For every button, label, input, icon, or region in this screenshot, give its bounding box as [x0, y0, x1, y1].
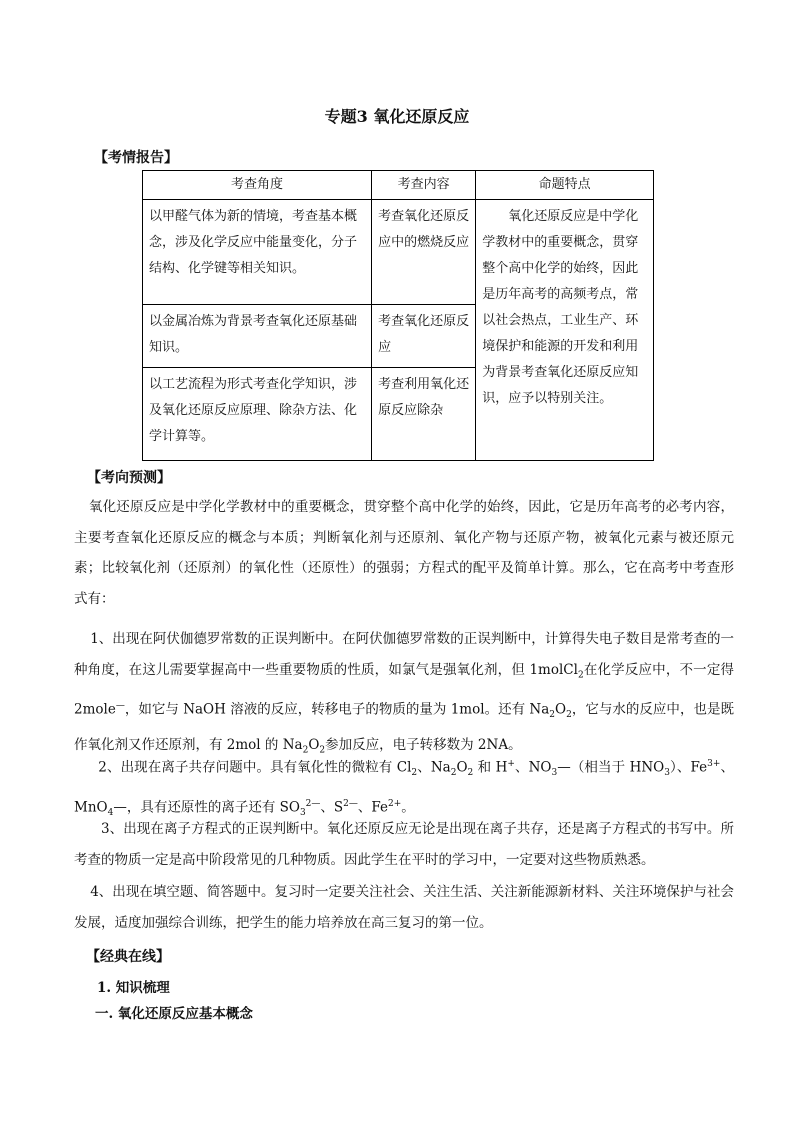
knowledge-subheading: 1. 知识梳理: [97, 980, 170, 996]
cell-content: 考查氧化还原反应: [372, 305, 476, 368]
forecast-intro: 氧化还原反应是中学化学教材中的重要概念，贯穿整个高中化学的始终，因此，它是历年高考的必考内容，主要考查氧化还原反应的概念与本质；判断氧化剂与还原剂、氧化产物与还原产物，被氧化元素与被还原元素；比较氧化剂（还原剂）的氧化性（还原性）的强弱；方程式的配平及简单计算。那么，它在高考中考查形式有：: [74, 499, 734, 607]
forecast-point-2: 2、出现在离子共存问题中。具有氧化性的微粒有 $Cl_2$、$Na_2O_2$ 和 H+、$NO_3—$（相当于 $HNO_3$）、$Fe^{3+}$、MnO$_4$—，具有还原性的离子还有 $SO_3^{2—}$、$S^{2—}$、$Fe^{2+}$。: [74, 759, 734, 818]
header-content: 考查内容: [372, 171, 476, 200]
cell-content: 考查利用氧化还原反应除杂: [372, 368, 476, 461]
forecast-point-3: 3、出现在离子方程式的正误判断中。氧化还原反应无论是出现在离子共存，还是离子方程式的书写中。所考查的物质一定是高中阶段常见的几种物质。因此学生在平时的学习中，一定要对这些物质熟悉。: [74, 821, 734, 868]
table-header-row: [143, 171, 654, 200]
header-feature: 命题特点: [476, 171, 654, 200]
cell-content: 考查氧化还原反应中的燃烧反应: [372, 200, 476, 305]
cell-angle: 以甲醛气体为新的情境，考查基本概念，涉及化学反应中能量变化，分子结构、化学键等相关知识。: [143, 200, 372, 305]
classic-heading: 【经典在线】: [86, 949, 170, 965]
concept-subheading: 一. 氧化还原反应基本概念: [95, 1006, 253, 1022]
cell-angle: 以金属冶炼为背景考查氧化还原基础知识。: [143, 305, 372, 368]
forecast-point-1: 1、出现在阿伏伽德罗常数的正误判断中。在阿伏伽德罗常数的正误判断中，计算得失电子数目是常考查的一种角度，在这儿需要掌握高中一些重要物质的性质，如氯气是强氧化剂，但 1molCl$_2$在化学反应中，不一定得 2mole—，如它与 NaOH 溶液的反应，转移电子的物质的量为 1mol。还有 $Na_2O_2$，它与水的反应中，也是既作氧化剂又作还原剂，有 2mol 的 $Na_2O_2$参加反应，电子转移数为 2NA。: [74, 631, 735, 757]
report-table: [142, 170, 654, 461]
forecast-point-4: 4、出现在填空题、简答题中。复习时一定要关注社会、关注生活、关注新能源新材料、关注环境保护与社会发展，适度加强综合训练，把学生的能力培养放在高三复习的第一位。: [74, 884, 734, 931]
cell-angle: 以工艺流程为形式考查化学知识，涉及氧化还原反应原理、除杂方法、化学计算等。: [143, 368, 372, 461]
table-row: [143, 200, 654, 305]
page-title: 专题3 氧化还原反应: [324, 107, 470, 126]
forecast-heading: 【考向预测】: [87, 470, 171, 486]
header-angle: 考查角度: [143, 171, 372, 200]
cell-feature: 氧化还原反应是中学化学教材中的重要概念，贯穿整个高中化学的始终，因此是历年高考的高频考点，常以社会热点，工业生产、环境保护和能源的开发和利用为背景考查氧化还原反应知识，应予以特别关注。: [476, 200, 654, 461]
report-heading: 【考情报告】: [94, 150, 178, 166]
